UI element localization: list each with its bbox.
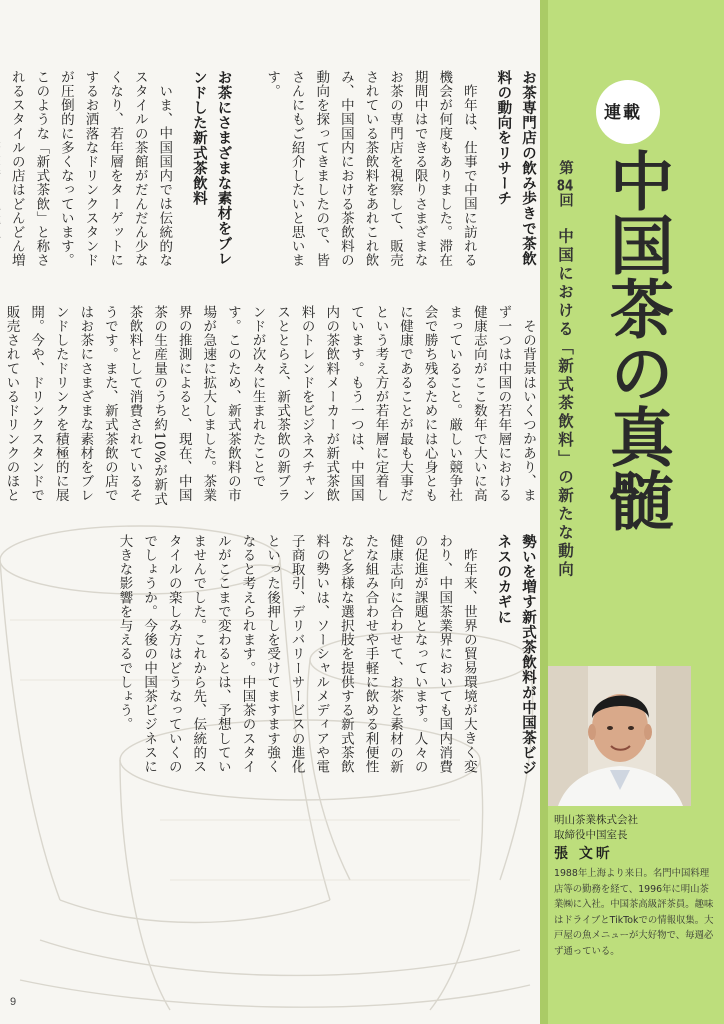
section-heading-1: お茶専門店の飲み歩きで茶飲料の動向をリサーチ: [495, 70, 536, 267]
author-bio: 1988年上海より来日。名門中国料理店等の勤務を経て、1996年に明山茶業㈱に入社。中国茶高級評茶員。趣味はドライブとTikTokでの情報収集。大戸屋の魚メニューが大好物で、毎週必ず通っている。: [554, 868, 714, 957]
paragraph-3: その背景はいくつかあり、まず一つは中国の若年層における健康志向がここ数年で大いに高まっていること。厳しい競争社会で勝ち残るためには心身ともに健康であることが最も大事だという考え方が若年層に定着しています。もう一つは、中国国内の茶飲料メーカーが新式茶飲料のトレンドをビジネスチャンスととらえ、新式茶飲の新ブランドが次々に生まれたことです。このため、新式茶飲料の市場が急速に拡大しました。茶業界の推測によると、現在、中国茶の生産量のうち約10%が新式茶飲料として消費されているそうです。また、新式茶飲の店ではお茶にさまざまな素材をブレンドしたドリンクを積極的に展開。今や、ドリンクスタンドで販売されているドリンクのほと: [3, 305, 536, 507]
author-title: 取締役中国室長: [554, 829, 628, 841]
page-number: 9: [10, 996, 17, 1008]
paragraph-4: 昨年来、世界の貿易環境が大きく変わり、中国茶業界においても国内消費の促進が課題となっています。人々の健康志向に合わせて、お茶と素材の新たな組み合わせや手軽に飲める利便性など多様な選択肢を提供する新式茶飲料の勢いは、ソーシャルメディアや電子商取引、デリバリーサービスの進化といった後押しを受けてますます強くなると考えられます。中国茶のスタイルがここまで変わるとは、予想していませんでした。これから先、伝統的スタイルの楽しみ方はどうなっていくのでしょうか。今後の中国茶ビジネスに大きな影響を与えるでしょう。: [116, 534, 477, 774]
article-column-top-left: [8, 70, 540, 270]
section-heading-2: お茶にさまざまな素材をブレンドした新式茶飲料: [190, 70, 232, 267]
author-photo: [548, 666, 691, 806]
episode-digits: 84: [556, 177, 574, 193]
author-portrait-image: [548, 666, 691, 806]
series-subtitle: 中国における「新式茶飲料」の新たな動向: [556, 228, 574, 580]
series-title: 中国茶の真髄: [599, 148, 674, 532]
panel-edge: [540, 0, 548, 1024]
rensai-label: 連載: [604, 103, 642, 123]
author-company: 明山茶業株式会社: [554, 814, 638, 826]
paragraph-1: 昨年は、仕事で中国に訪れる機会が何度もありました。滞在期間中はできる限りさまざまなお茶の専門店を視察して、販売されている茶飲料をあれこれ飲み、中国国内における茶飲料の動向を探ってきましたので、皆さんにもご紹介したいと思います。: [264, 70, 477, 268]
article-column-bottom: [86, 534, 540, 784]
section-heading-3: 勢いを増す新式茶飲料が中国茶ビジネスのカギに: [495, 534, 536, 776]
paragraph-2: いま、中国国内では伝統的なスタイルの茶館がだんだん少なくなり、若年層をターゲットにするお洒落なドリンクスタンドが圧倒的に多くなっています。このような「新式茶飲」と称されるスタイルの店はどんどん増: [8, 70, 173, 268]
author-name: 張 文昕: [554, 846, 613, 862]
episode-prefix: 第: [557, 160, 573, 178]
episode-number: [555, 160, 575, 210]
episode-suffix: 回: [557, 192, 573, 210]
article-column-middle: [3, 305, 540, 513]
